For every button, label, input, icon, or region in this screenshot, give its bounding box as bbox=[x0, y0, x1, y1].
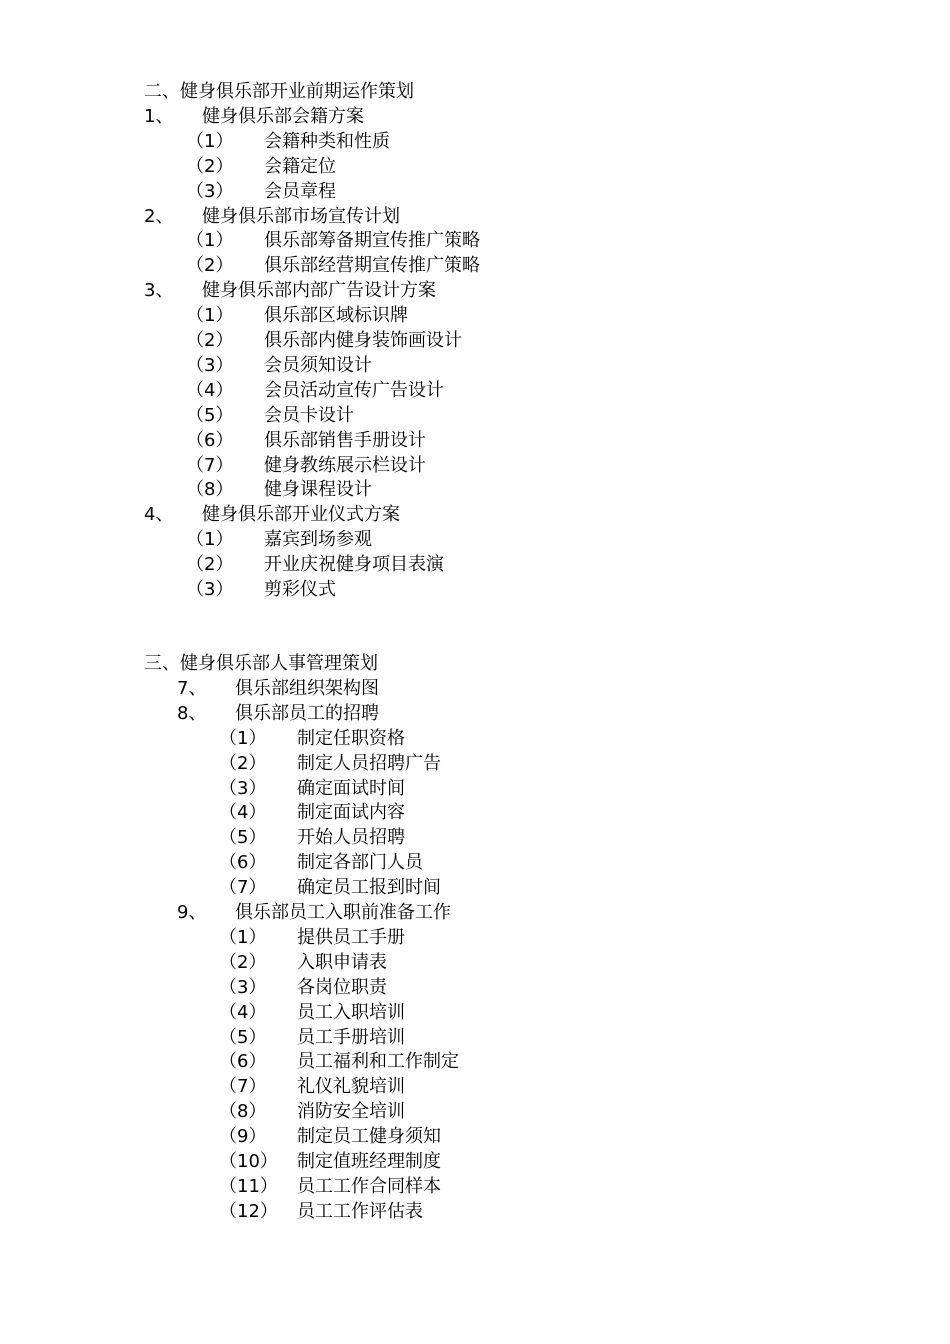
outline-subitem-number: （1） bbox=[186, 305, 234, 327]
outline-subitem-label: 制定人员招聘广告 bbox=[297, 752, 441, 774]
outline-subitem-number: （2） bbox=[219, 752, 267, 774]
outline-subitem-label: 开业庆祝健身项目表演 bbox=[264, 554, 444, 576]
outline-item-number: 8、 bbox=[177, 702, 207, 724]
outline-subitem-label: 制定面试内容 bbox=[297, 802, 405, 824]
outline-subitem-number: （1） bbox=[186, 230, 234, 252]
outline-subitem-label: 各岗位职责 bbox=[297, 976, 387, 998]
section-heading-label: 二、健身俱乐部开业前期运作策划 bbox=[144, 81, 414, 102]
outline-subitem-number: （1） bbox=[186, 529, 234, 551]
outline-subitem-number: （2） bbox=[186, 554, 234, 576]
outline-subitem-label: 俱乐部区域标识牌 bbox=[264, 305, 408, 327]
outline-subitem-number: （1） bbox=[219, 926, 267, 948]
outline-subitem-label: 提供员工手册 bbox=[297, 926, 405, 948]
outline-subitem-label: 员工入职培训 bbox=[297, 1001, 405, 1023]
outline-subitem-number: （5） bbox=[219, 1026, 267, 1048]
outline-subitem-label: 俱乐部筹备期宣传推广策略 bbox=[264, 230, 480, 252]
outline-subitem-label: 会籍种类和性质 bbox=[264, 130, 390, 152]
outline-subitem-label: 会员卡设计 bbox=[264, 404, 354, 426]
outline-subitem-label: 健身教练展示栏设计 bbox=[264, 454, 426, 476]
outline-subitem-number: （6） bbox=[219, 1051, 267, 1073]
outline-subitem-number: （10） bbox=[219, 1151, 278, 1172]
outline-subitem-number: （3） bbox=[186, 354, 234, 376]
outline-subitem-label: 制定各部门人员 bbox=[297, 852, 423, 874]
outline-item-number: 3、 bbox=[144, 280, 174, 302]
outline-subitem-number: （3） bbox=[219, 976, 267, 998]
outline-subitem-number: （4） bbox=[219, 1001, 267, 1023]
outline-subitem-number: （7） bbox=[219, 1076, 267, 1098]
outline-item-label: 健身俱乐部市场宣传计划 bbox=[202, 205, 400, 227]
outline-item-label: 健身俱乐部开业仪式方案 bbox=[202, 504, 400, 526]
outline-subitem-label: 消防安全培训 bbox=[297, 1101, 405, 1123]
outline-subitem-label: 礼仪礼貌培训 bbox=[297, 1076, 405, 1098]
outline-subitem-label: 健身课程设计 bbox=[264, 479, 372, 501]
outline-item-number: 7、 bbox=[177, 677, 207, 699]
outline-subitem-number: （3） bbox=[219, 777, 267, 799]
outline-subitem-number: （6） bbox=[186, 429, 234, 451]
outline-item-label: 健身俱乐部内部广告设计方案 bbox=[202, 280, 436, 302]
outline-subitem-number: （2） bbox=[219, 951, 267, 973]
outline-subitem-number: （1） bbox=[186, 130, 234, 152]
outline-subitem-label: 员工手册培训 bbox=[297, 1026, 405, 1048]
outline-subitem-label: 制定员工健身须知 bbox=[297, 1126, 441, 1148]
outline-subitem-number: （7） bbox=[186, 454, 234, 476]
outline-subitem-label: 俱乐部销售手册设计 bbox=[264, 429, 426, 451]
outline-subitem-label: 确定面试时间 bbox=[297, 777, 405, 799]
outline-subitem-label: 会员须知设计 bbox=[264, 354, 372, 376]
outline-item-number: 2、 bbox=[144, 205, 174, 227]
outline-item-number: 9、 bbox=[177, 902, 207, 923]
section-heading-label: 三、健身俱乐部人事管理策划 bbox=[144, 653, 378, 674]
outline-item-label: 俱乐部员工的招聘 bbox=[235, 702, 379, 724]
outline-subitem-number: （8） bbox=[186, 479, 234, 501]
outline-subitem-number: （3） bbox=[186, 180, 234, 202]
outline-subitem-label: 确定员工报到时间 bbox=[297, 877, 441, 899]
outline-subitem-label: 俱乐部经营期宣传推广策略 bbox=[264, 255, 480, 277]
outline-item-label: 俱乐部员工入职前准备工作 bbox=[235, 902, 451, 923]
outline-subitem-number: （4） bbox=[186, 379, 234, 401]
outline-item-number: 1、 bbox=[144, 105, 174, 127]
outline-subitem-label: 会员活动宣传广告设计 bbox=[264, 379, 444, 401]
outline-subitem-label: 入职申请表 bbox=[297, 951, 387, 973]
outline-subitem-number: （4） bbox=[219, 802, 267, 824]
outline-subitem-number: （5） bbox=[219, 827, 267, 849]
outline-subitem-number: （11） bbox=[219, 1175, 278, 1197]
outline-subitem-number: （12） bbox=[219, 1200, 278, 1222]
outline-subitem-label: 员工工作评估表 bbox=[297, 1200, 423, 1222]
outline-subitem-label: 开始人员招聘 bbox=[297, 827, 405, 849]
outline-subitem-number: （2） bbox=[186, 255, 234, 277]
outline-item-label: 健身俱乐部会籍方案 bbox=[202, 105, 364, 127]
outline-subitem-label: 制定任职资格 bbox=[297, 727, 405, 749]
outline-subitem-number: （6） bbox=[219, 852, 267, 874]
outline-item-number: 4、 bbox=[144, 504, 174, 526]
outline-subitem-label: 嘉宾到场参观 bbox=[264, 529, 372, 551]
outline-subitem-number: （8） bbox=[219, 1101, 267, 1123]
outline-subitem-number: （2） bbox=[186, 330, 234, 351]
outline-subitem-number: （9） bbox=[219, 1126, 267, 1148]
outline-subitem-label: 员工工作合同样本 bbox=[297, 1175, 441, 1197]
outline-subitem-number: （3） bbox=[186, 579, 234, 600]
outline-subitem-number: （1） bbox=[219, 727, 267, 749]
outline-subitem-label: 剪彩仪式 bbox=[264, 579, 336, 600]
outline-subitem-label: 会员章程 bbox=[264, 180, 336, 202]
outline-subitem-number: （7） bbox=[219, 877, 267, 899]
outline-subitem-label: 会籍定位 bbox=[264, 155, 336, 177]
outline-subitem-number: （5） bbox=[186, 404, 234, 426]
outline-subitem-number: （2） bbox=[186, 155, 234, 177]
outline-subitem-label: 制定值班经理制度 bbox=[297, 1151, 441, 1172]
outline-subitem-label: 员工福利和工作制定 bbox=[297, 1051, 459, 1073]
outline-subitem-label: 俱乐部内健身装饰画设计 bbox=[264, 330, 462, 351]
outline-item-label: 俱乐部组织架构图 bbox=[235, 677, 379, 699]
